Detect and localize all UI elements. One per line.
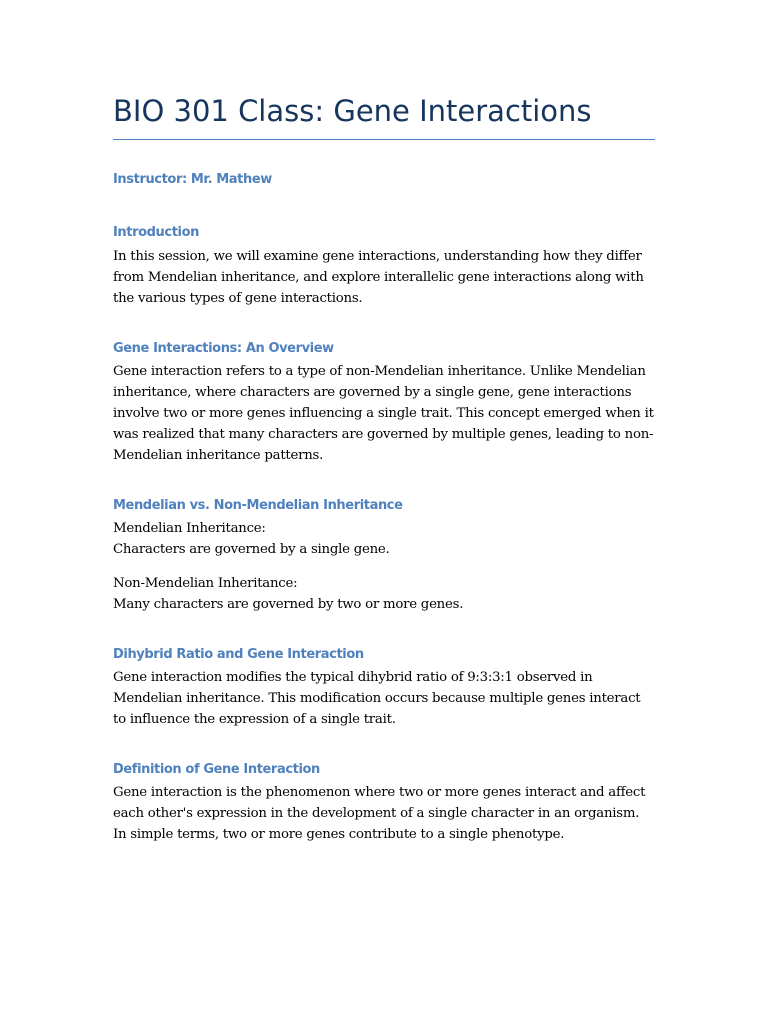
introduction-heading: Introduction: [113, 225, 199, 240]
overview-heading: Gene Interactions: An Overview: [113, 341, 334, 356]
mendelian-label: Mendelian Inheritance:: [113, 521, 266, 536]
dihybrid-heading: Dihybrid Ratio and Gene Interaction: [113, 647, 364, 662]
dihybrid-paragraph: Gene interaction modifies the typical dihybrid ratio of 9:3:3:1 observed in Mendelian inheritance. This modification occurs because multiple genes interact to influence the expression of a single trait.: [113, 670, 641, 727]
title-underline-divider: [113, 139, 655, 140]
definition-heading: Definition of Gene Interaction: [113, 762, 320, 777]
overview-paragraph: Gene interaction refers to a type of non-Mendelian inheritance. Unlike Mendelian inheritance, where characters are governed by a single gene, gene interactions involve two or more genes influencing a single trait. This concept emerged when it was realized that many characters are governed by multiple genes, leading to non-Mendelian inheritance patterns.: [113, 364, 654, 463]
mendelian-comparison-heading: Mendelian vs. Non-Mendelian Inheritance: [113, 498, 403, 513]
non-mendelian-label: Non-Mendelian Inheritance:: [113, 576, 298, 591]
instructor-heading: Instructor: Mr. Mathew: [113, 172, 272, 187]
introduction-paragraph: In this session, we will examine gene interactions, understanding how they differ from Mendelian inheritance, and explore interallelic gene interactions along with the various types of gene interactions.: [113, 249, 644, 306]
non-mendelian-text: Many characters are governed by two or more genes.: [113, 597, 464, 612]
mendelian-text: Characters are governed by a single gene.: [113, 542, 390, 557]
definition-paragraph: Gene interaction is the phenomenon where two or more genes interact and affect each other's expression in the development of a single character in an organism. In simple terms, two or more genes contribute to a single phenotype.: [113, 785, 646, 842]
document-title: BIO 301 Class: Gene Interactions: [113, 94, 592, 128]
